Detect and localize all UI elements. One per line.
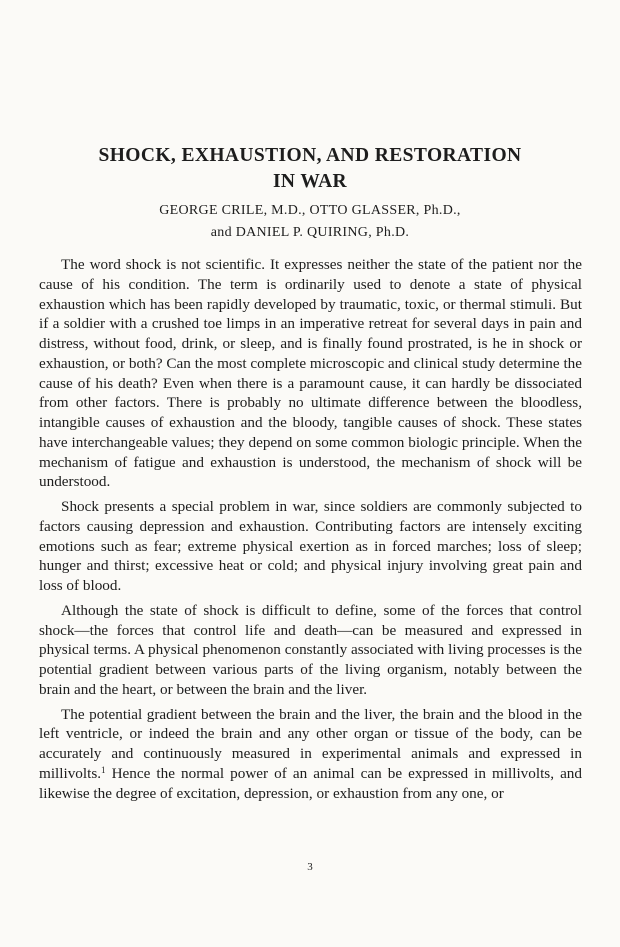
- article-title: [40, 143, 580, 195]
- paragraph-4: [39, 705, 582, 804]
- authors-line-1: GEORGE CRILE, M.D., OTTO GLASSER, Ph.D.,: [159, 203, 461, 218]
- paragraph-1: The word shock is not scientific. It expresses neither the state of the patient nor the cause of his condition. The term is ordinarily used to denote a state of physical exhaustion which has been rapidly developed by traumatic, toxic, or thermal stimuli. But if a soldier with a crushed toe limps in an imperative retreat for several days in pain and distress, without food, drink, or sleep, and is finally found prostrated, is he in shock or exhaustion, or both? Can the most complete microscopic and clinical study determine the cause of his death? Even when there is a paramount cause, it can hardly be dissociated from other factors. There is probably no ultimate difference between the bloodless, intangible causes of exhaustion and the bloody, tangible causes of shock. These states have interchangeable values; they depend on some common biologic principle. When the mechanism of fatigue and exhaustion is understood, the mechanism of shock will be understood.: [39, 256, 582, 491]
- article-body: [39, 255, 582, 808]
- footnote-ref: 1: [101, 764, 106, 775]
- page-number: 3: [307, 861, 313, 873]
- paragraph-2: Shock presents a special problem in war, since soldiers are commonly subjected to factors causing depression and exhaustion. Contributing factors are intensely exciting emotions such as fear; extreme physical exertion as in forced marches; loss of sleep; hunger and thirst; excessive heat or cold; and physical injury involving great pain and loss of blood.: [39, 498, 582, 594]
- paragraph-3: Although the state of shock is difficult to define, some of the forces that control shock—the forces that control life and death—can be measured and expressed in physical terms. A physical phenomenon constantly associated with living processes is the potential gradient between various parts of the living organism, notably between the brain and the heart, or between the brain and the liver.: [39, 601, 582, 698]
- author-block: [40, 200, 580, 244]
- title-line-2: IN WAR: [272, 171, 348, 192]
- title-line-1: SHOCK, EXHAUSTION, AND RESTORATION: [98, 145, 522, 166]
- paragraph-4-text-a: The potential gradient between the brain and the liver, the brain and the blood in the left ventricle, or indeed the brain and any other organ or tissue of the body, can be accurately and continuously measured in experimental animals and expressed in millivolts.: [39, 705, 582, 782]
- authors-line-2: and DANIEL P. QUIRING, Ph.D.: [210, 225, 410, 240]
- paragraph-4-text-b: Hence the normal power of an animal can be expressed in millivolts, and likewise the degree of excitation, depression, or exhaustion from any one, or: [39, 764, 582, 802]
